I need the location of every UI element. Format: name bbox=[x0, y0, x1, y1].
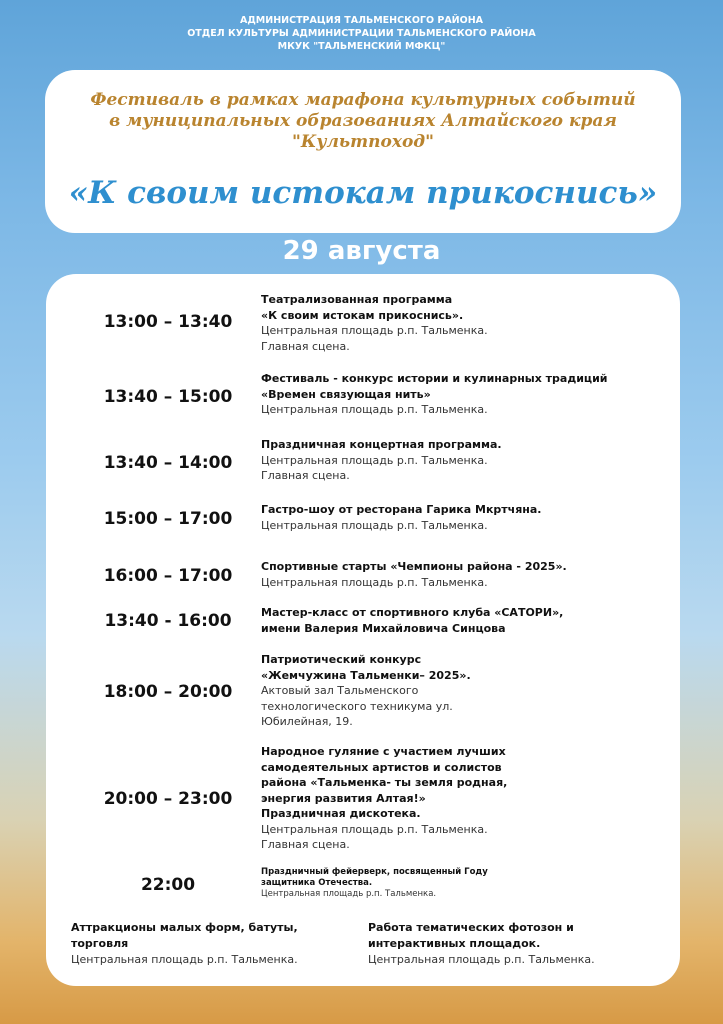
event-title: защитника Отечества. bbox=[261, 878, 373, 888]
event-title: Народное гуляние с участием лучших bbox=[261, 745, 506, 758]
event-description bbox=[261, 437, 671, 484]
event-location: Центральная площадь р.п. Тальменка. bbox=[261, 822, 488, 836]
header-line-1: АДМИНИСТРАЦИЯ ТАЛЬМЕНСКОГО РАЙОНА bbox=[239, 15, 484, 26]
event-location: Центральная площадь р.п. Тальменка. bbox=[261, 518, 488, 532]
event-title: имени Валерия Михайловича Синцова bbox=[261, 621, 506, 635]
event-description bbox=[261, 292, 671, 354]
festival-line-1: Фестиваль в рамках марафона культурных событий bbox=[90, 90, 636, 110]
activity-title: интерактивных площадок. bbox=[368, 937, 541, 950]
event-time: 18:00 – 20:00 bbox=[103, 682, 233, 702]
event-location: Главная сцена. bbox=[261, 838, 350, 851]
activity-location: Центральная площадь р.п. Тальменка. bbox=[368, 953, 595, 966]
title-card bbox=[45, 70, 681, 233]
event-description bbox=[261, 605, 671, 636]
event-title: Праздничный фейерверк, посвященный Году bbox=[261, 867, 488, 877]
activity-title: Аттракционы малых форм, батуты, bbox=[71, 921, 298, 934]
extra-activity bbox=[71, 920, 361, 968]
extra-activity bbox=[368, 920, 658, 968]
event-location: Центральная площадь р.п. Тальменка. bbox=[261, 324, 488, 337]
main-title: «К своим истокам прикоснись» bbox=[68, 175, 658, 211]
event-title: «Жемчужина Тальменки– 2025». bbox=[261, 668, 471, 682]
event-title: Гастро-шоу от ресторана Гарика Мкртчяна. bbox=[261, 503, 542, 516]
event-location: Центральная площадь р.п. Тальменка. bbox=[261, 889, 437, 899]
event-location: Юбилейная, 19. bbox=[261, 715, 353, 728]
schedule-card bbox=[46, 274, 680, 986]
event-location: Главная сцена. bbox=[261, 339, 350, 353]
event-location: Актовый зал Тальменского bbox=[261, 684, 419, 697]
event-title: «Времен связующая нить» bbox=[261, 387, 431, 401]
header-line-3: МКУК "ТАЛЬМЕНСКИЙ МФКЦ" bbox=[277, 41, 446, 52]
event-title: Патриотический конкурс bbox=[261, 653, 422, 666]
event-title: Театрализованная программа bbox=[261, 293, 453, 306]
event-description bbox=[261, 744, 671, 853]
activity-title: Работа тематических фотозон и bbox=[368, 921, 574, 934]
event-location: Центральная площадь р.п. Тальменка. bbox=[261, 575, 488, 589]
event-title: Спортивные старты «Чемпионы района - 2025». bbox=[261, 560, 567, 573]
festival-line-3: "Культпоход" bbox=[292, 132, 434, 152]
event-description bbox=[261, 867, 671, 900]
event-title: Мастер-класс от спортивного клуба «САТОРИ», bbox=[261, 606, 564, 619]
festival-line-2: в муниципальных образованиях Алтайского края bbox=[109, 111, 617, 131]
event-description bbox=[261, 559, 671, 590]
festival-subtitle bbox=[45, 90, 681, 153]
event-location: Главная сцена. bbox=[261, 469, 350, 482]
event-location: Центральная площадь р.п. Тальменка. bbox=[261, 403, 488, 416]
event-description bbox=[261, 371, 671, 418]
event-location: Центральная площадь р.п. Тальменка. bbox=[261, 453, 488, 467]
header-line-2: ОТДЕЛ КУЛЬТУРЫ АДМИНИСТРАЦИИ ТАЛЬМЕНСКОГО РАЙОНА bbox=[187, 28, 536, 39]
event-location: технологического техникума ул. bbox=[261, 699, 453, 713]
event-time: 20:00 – 23:00 bbox=[103, 789, 233, 809]
event-description bbox=[261, 502, 671, 533]
event-title: Фестиваль - конкурс истории и кулинарных традиций bbox=[261, 372, 608, 385]
event-time: 13:40 – 15:00 bbox=[103, 387, 233, 407]
event-title: Праздничная дискотека. bbox=[261, 807, 421, 820]
event-time: 16:00 – 17:00 bbox=[103, 566, 233, 586]
event-time: 13:40 - 16:00 bbox=[104, 611, 232, 631]
activity-title: торговля bbox=[71, 937, 129, 950]
event-title: «К своим истокам прикоснись». bbox=[261, 308, 464, 322]
organizer-header bbox=[0, 14, 723, 53]
activity-location: Центральная площадь р.п. Тальменка. bbox=[71, 953, 298, 966]
event-title: Праздничная концертная программа. bbox=[261, 438, 502, 451]
event-title: самодеятельных артистов и солистов bbox=[261, 760, 502, 774]
event-title: района «Тальменка- ты земля родная, bbox=[261, 776, 508, 789]
event-time: 13:00 – 13:40 bbox=[103, 312, 233, 332]
event-time: 13:40 – 14:00 bbox=[103, 453, 233, 473]
event-time: 15:00 – 17:00 bbox=[103, 509, 233, 529]
event-description bbox=[261, 652, 671, 730]
event-date: 29 августа bbox=[282, 236, 441, 266]
event-title: энергия развития Алтая!» bbox=[261, 791, 426, 805]
event-time: 22:00 bbox=[140, 875, 196, 895]
